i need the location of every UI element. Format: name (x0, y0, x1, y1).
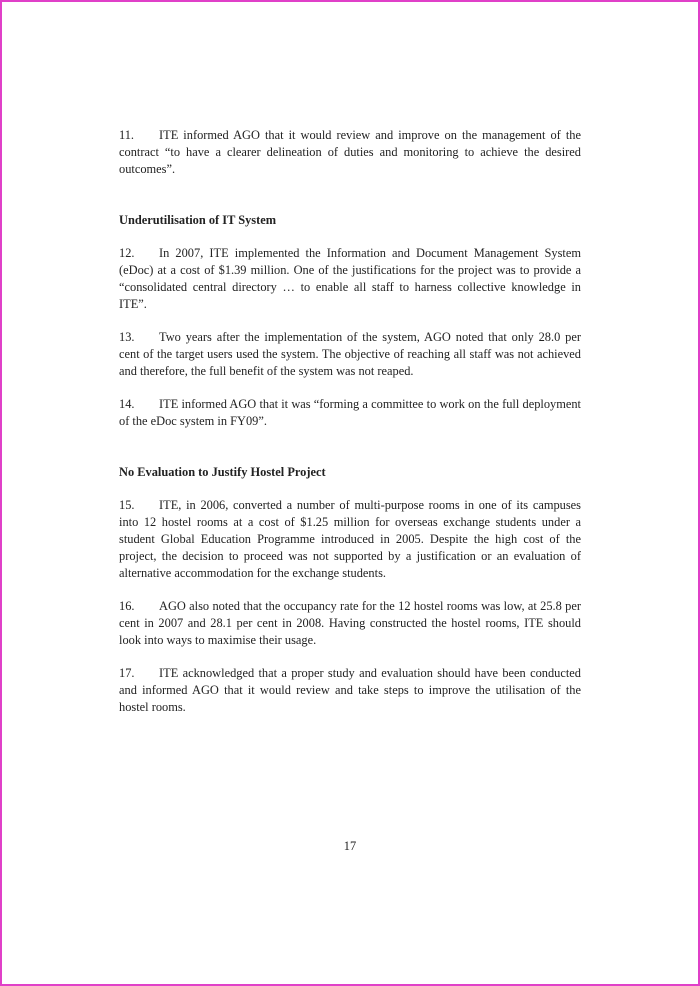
paragraph-17 (119, 665, 581, 716)
paragraph-text: ITE informed AGO that it was “forming a committee to work on the full deployment of the eDoc system in FY09”. (119, 397, 581, 428)
paragraph-text: In 2007, ITE implemented the Information and Document Management System (eDoc) at a cost of $1.39 million. One of the justifications for the project was to provide a “consolidated central directory … to enable all staff to harness collective knowledge in ITE”. (119, 246, 581, 311)
paragraph-12 (119, 245, 581, 313)
paragraph-text: Two years after the implementation of the system, AGO noted that only 28.0 per cent of the target users used the system. The objective of reaching all staff was not achieved and therefore, the full benefit of the system was not reaped. (119, 330, 581, 378)
paragraph-number: 13. (119, 330, 135, 344)
paragraph-text: ITE informed AGO that it would review and improve on the management of the contract “to have a clearer delineation of duties and monitoring to achieve the desired outcomes”. (119, 128, 581, 176)
page-number: 17 (343, 839, 357, 853)
document-body (119, 127, 581, 732)
paragraph-text: ITE acknowledged that a proper study and evaluation should have been conducted and informed AGO that it would review and take steps to improve the utilisation of the hostel rooms. (119, 666, 581, 714)
paragraph-16 (119, 598, 581, 649)
paragraph-number: 14. (119, 397, 135, 411)
paragraph-13 (119, 329, 581, 380)
paragraph-number: 15. (119, 498, 135, 512)
paragraph-11 (119, 127, 581, 178)
paragraph-text: ITE, in 2006, converted a number of multi-purpose rooms in one of its campuses into 12 hostel rooms at a cost of $1.25 million for overseas exchange students under a student Global Education Programme introduced in 2005. Despite the high cost of the project, the decision to proceed was not supported by a justification or an evaluation of alternative accommodation for the exchange students. (119, 498, 581, 580)
paragraph-number: 16. (119, 599, 135, 613)
paragraph-text: AGO also noted that the occupancy rate for the 12 hostel rooms was low, at 25.8 per cent in 2007 and 28.1 per cent in 2008. Having constructed the hostel rooms, ITE should look into ways to maximise their usage. (119, 599, 581, 647)
paragraph-number: 12. (119, 246, 135, 260)
section-heading-hostel-project: No Evaluation to Justify Hostel Project (119, 465, 326, 479)
paragraph-number: 17. (119, 666, 135, 680)
section-heading-underutilisation: Underutilisation of IT System (119, 213, 277, 227)
paragraph-14 (119, 396, 581, 430)
paragraph-15 (119, 497, 581, 582)
paragraph-number: 11. (119, 128, 135, 142)
